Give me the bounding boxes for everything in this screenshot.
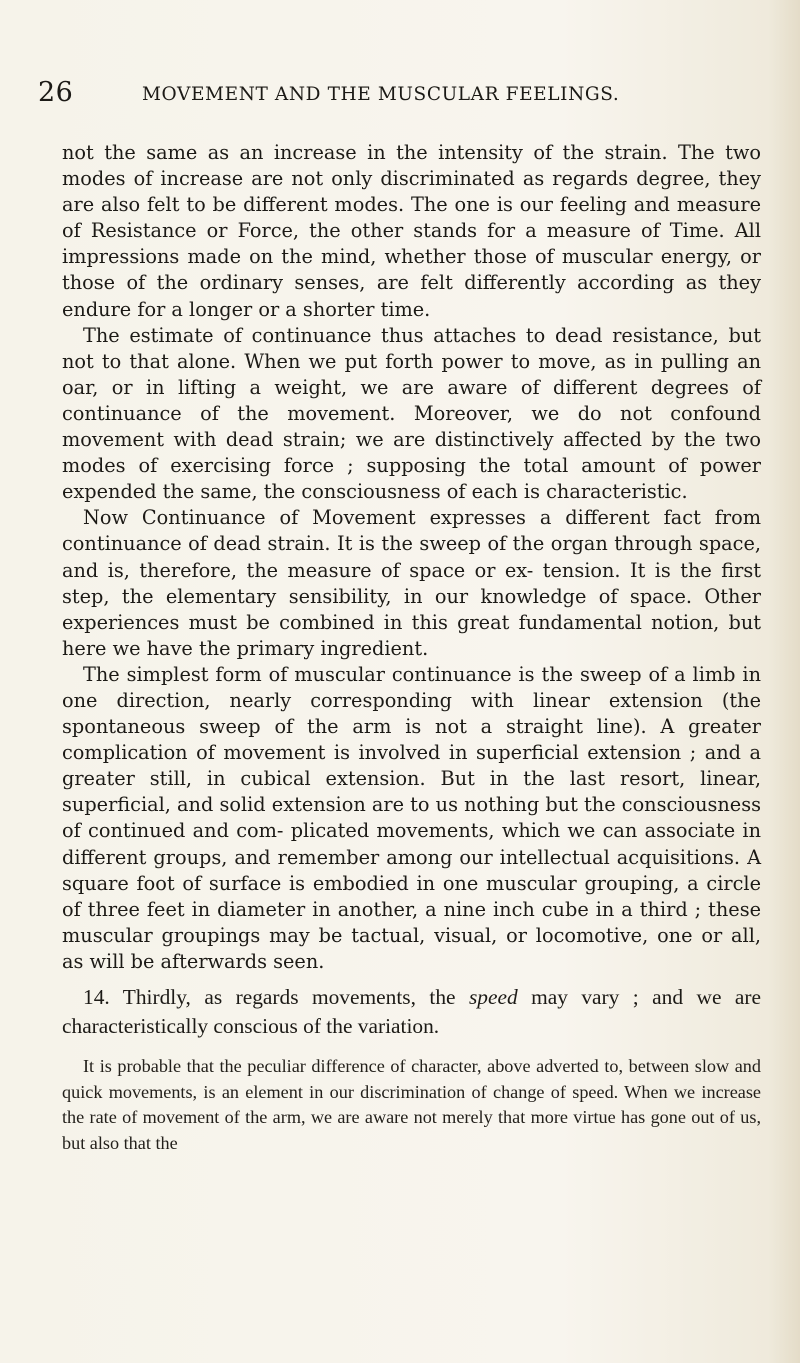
paragraph-simplest-form: The simplest form of muscular continuance is the sweep of a limb in one direction, nearly corresponding with linear extension (the spontaneous sweep of the arm is not a straight line). A greater complication of movement is involved in superficial extension ; and a greater still, in cubical extension. But in the last resort, linear, superficial, and solid extension are to us nothing but the consciousness of continued and com- plicated movements, which we can associate in different groups, and remember among our intellectual acquisitions. A square foot of surface is embodied in one muscular grouping, a circle of three feet in diameter in another, a nine inch cube in a third ; these muscular groupings may be tactual, visual, or locomotive, one or all, as will be afterwards seen. (62, 662, 761, 973)
running-title: MOVEMENT AND THE MUSCULAR FEELINGS. (142, 84, 620, 105)
page-number: 26 (38, 77, 74, 108)
running-head (38, 76, 778, 110)
section-14-emphasis: speed (468, 985, 518, 1009)
paragraph-change-of-speed: It is probable that the peculiar difference of character, above adverted to, between slow and quick movements, is an element in our discrimination of change of speed. When we increase the rate of movement of the arm, we are aware not merely that more virtue has gone out of us, but also that the (62, 1056, 761, 1153)
section-14-lead: 14. Thirdly, as regards movements, the (83, 985, 469, 1009)
paragraph-continuance-of-movement: Now Continuance of Movement expresses a different fact from continuance of dead strain. It is the sweep of the organ through space, and is, therefore, the measure of space or ex- tension. It is the first step, the elementary sensibility, in our knowledge of space. Other experiences must be combined in this great fundamental notion, but here we have the primary ingredient. (62, 506, 761, 660)
body-text (62, 140, 761, 1156)
section-14-tail: may vary ; and we are characteristically conscious of the variation. (62, 985, 761, 1038)
paragraph-estimate-of-continuance: The estimate of continuance thus attaches to dead resistance, but not to that alone. When we put forth power to move, as in pulling an oar, or in lifting a weight, we are aware of different degrees of continuance of the movement. Moreover, we do not confound movement with dead strain; we are distinctively affected by the two modes of exercising force ; supposing the total amount of power expended the same, the consciousness of each is characteristic. (62, 323, 761, 504)
section-14-heading-paragraph (62, 983, 761, 1040)
paragraph-continuation: not the same as an increase in the intensity of the strain. The two modes of increase are not only discriminated as regards degree, they are also felt to be different modes. The one is our feeling and measure of Resistance or Force, the other stands for a measure of Time. All impressions made on the mind, whether those of muscular energy, or those of the ordinary senses, are felt differently according as they endure for a longer or a shorter time. (62, 141, 761, 321)
